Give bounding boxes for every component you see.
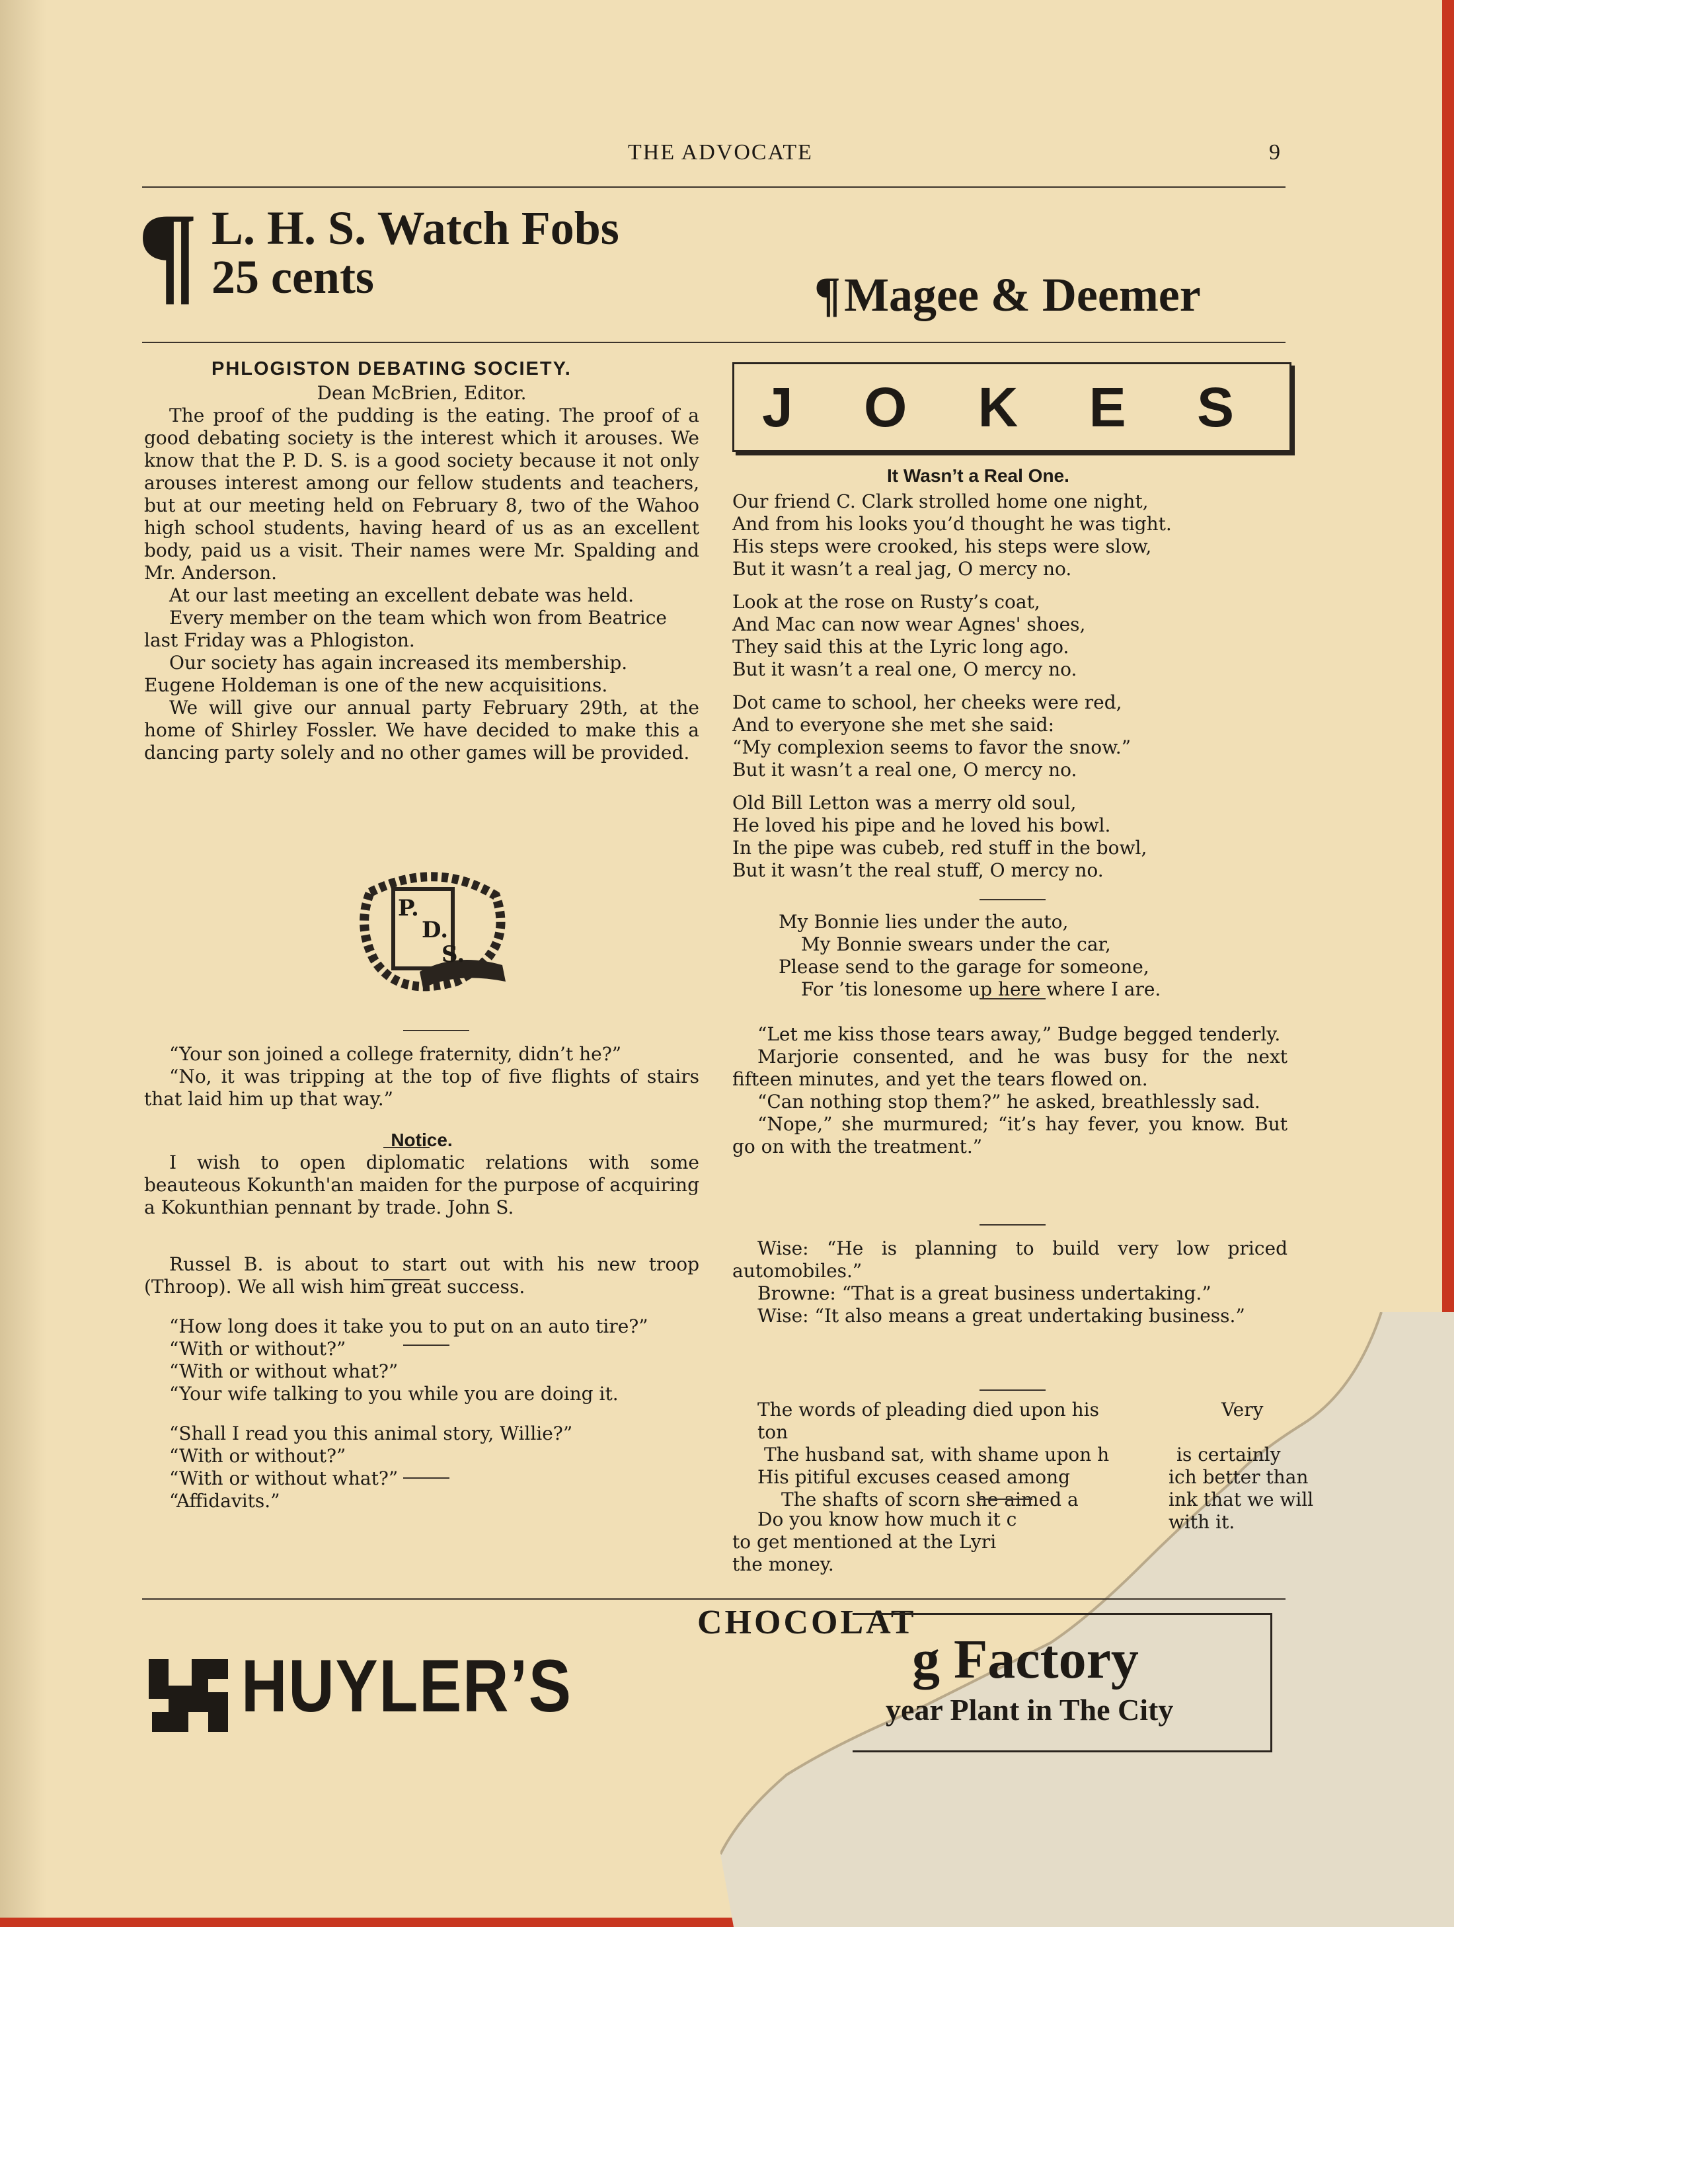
fragment-line: with it. [1169, 1511, 1235, 1533]
poem-stanza [732, 490, 1287, 580]
poem-line: But it wasn’t a real one, O mercy no. [732, 759, 1077, 781]
jokes-header-box [732, 362, 1291, 452]
budge-joke [732, 1023, 1287, 1158]
pleading-line: The shafts of scorn she aimed a [781, 1489, 1079, 1510]
poem-line: Dot came to school, her cheeks were red, [732, 691, 1122, 713]
bonnie-line: My Bonnie swears under the car, [801, 933, 1111, 955]
poem-line: Look at the rose on Rusty’s coat, [732, 591, 1040, 613]
huylers-name: HUYLER’S [241, 1645, 572, 1727]
bonnie-verse [779, 911, 1294, 1001]
joke-line: Wise: “It also means a great undertaking business.” [757, 1305, 1245, 1327]
plant-label: year Plant in The City [886, 1693, 1174, 1727]
joke-line: “Your wife talking to you while you are doing it. [169, 1383, 619, 1405]
joke-line: “Affidavits.” [169, 1490, 280, 1512]
section-rule [979, 1224, 1046, 1226]
poem-line: Our friend C. Clark strolled home one night, [732, 490, 1149, 512]
page-spine [0, 0, 46, 1918]
joke-line: “Your son joined a college fraternity, didn’t he?” [169, 1043, 622, 1065]
magee-deemer-ad [814, 267, 1201, 323]
watch-fobs-ad [211, 204, 619, 301]
poem [732, 490, 1287, 892]
bonnie-line: For ’tis lonesome up here where I are. [801, 978, 1161, 1000]
joke-line: the money. [732, 1553, 834, 1575]
pilcrow-icon: ¶ [814, 268, 841, 322]
poem-title: It Wasn’t a Real One. [887, 465, 1069, 486]
section-rule [403, 1345, 449, 1346]
section-rule [979, 899, 1046, 900]
poem-line: They said this at the Lyric long ago. [732, 636, 1069, 658]
russel-note: Russel B. is about to start out with his new troop (Throop). We all wish him great success. [144, 1253, 699, 1298]
notice-text: I wish to open diplomatic relations with some beauteous Kokunth'an maiden for the purpose of acquiring a Kokunthian pennant by trade. John S. [144, 1151, 699, 1218]
joke-line: “With or without?” [169, 1445, 346, 1467]
pleading-line: His pitiful excuses ceased among [757, 1466, 1071, 1488]
running-title: THE ADVOCATE [628, 140, 813, 165]
joke-line: “With or without?” [169, 1338, 346, 1360]
section-rule [979, 998, 1046, 999]
poem-line: And from his looks you’d thought he was tight. [732, 513, 1172, 535]
joke-line: Do you know how much it c [757, 1508, 1017, 1530]
ads-rule [142, 342, 1286, 343]
section-rule [383, 1147, 430, 1148]
fragment-line: ink that we will [1169, 1489, 1314, 1510]
debating-title: PHLOGISTON DEBATING SOCIETY. [211, 358, 572, 379]
joke-line: “With or without what?” [169, 1467, 399, 1489]
debating-paragraph: We will give our annual party February 29th, at the home of Shirley Fossler. We have decided to make this a dancing party solely and no other games will be provided. [144, 697, 699, 763]
torn-fragments [1169, 1399, 1327, 1534]
debating-paragraph: The proof of the pudding is the eating. The proof of a good debating society is the interest which it arouses. We know that the P. D. S. is a good society because it not only arouses interest among our fellow students and teachers, but at our meeting held on February 8, two of the Wahoo high school students, having heard of us as an excellent body, paid us a visit. Their names were Mr. Spalding and Mr. Anderson. [144, 405, 699, 584]
jokes-title: J O K E S [761, 376, 1262, 438]
poem-line: But it wasn’t a real jag, O mercy no. [732, 558, 1072, 580]
poem-stanza [732, 792, 1287, 882]
emblem-letter-d: D. [422, 917, 449, 943]
joke-line: Marjorie consented, and he was busy for the next fifteen minutes, and yet the tears flowed on. [732, 1046, 1287, 1090]
notice-title: Notice. [391, 1130, 453, 1150]
joke-line: “How long does it take you to put on an auto tire?” [169, 1315, 648, 1337]
joke-line: “No, it was tripping at the top of five flights of stairs that laid him up that way.” [144, 1066, 699, 1110]
footer-rule [142, 1598, 1286, 1600]
poem-line: But it wasn’t the real stuff, O mercy no. [732, 859, 1104, 881]
page-number: 9 [1269, 140, 1280, 165]
poem-line: And Mac can now wear Agnes' shoes, [732, 613, 1086, 635]
section-rule [383, 1279, 430, 1280]
factory-label: g Factory [912, 1629, 1139, 1690]
debating-article [144, 382, 699, 764]
bonnie-line: My Bonnie lies under the auto, [779, 911, 1069, 933]
header-rule [142, 186, 1286, 188]
fragment-line: ich better than [1169, 1466, 1309, 1488]
magee-deemer-name: Magee & Deemer [844, 268, 1201, 321]
section-rule [403, 1477, 449, 1479]
joke-line: Browne: “That is a great business undertaking.” [757, 1282, 1211, 1304]
pleading-line: The words of pleading died upon his ton [757, 1399, 1099, 1443]
poem-stanza [732, 691, 1287, 781]
joke-line: “Shall I read you this animal story, Willie?” [169, 1423, 573, 1444]
poem-line: And to everyone she met she said: [732, 714, 1055, 736]
watch-fobs-title: L. H. S. Watch Fobs [211, 202, 619, 254]
huylers-logo-icon [142, 1653, 235, 1738]
emblem-letter-p: P. [398, 895, 419, 921]
poem-line: His steps were crooked, his steps were slow, [732, 535, 1152, 557]
poem-line: But it wasn’t a real one, O mercy no. [732, 658, 1077, 680]
debating-paragraph: At our last meeting an excellent debate was held. [169, 584, 634, 606]
poem-line: He loved his pipe and he loved his bowl. [732, 814, 1111, 836]
joke-line: “With or without what?” [169, 1360, 399, 1382]
poem-line: In the pipe was cubeb, red stuff in the bowl, [732, 837, 1147, 859]
fragment-line: Very [1221, 1399, 1264, 1421]
emblem-letter-s: S. [442, 941, 465, 968]
joke-line: Wise: “He is planning to build very low priced automobiles.” [732, 1237, 1287, 1282]
bonnie-line: Please send to the garage for someone, [779, 956, 1149, 978]
joke-line: “Let me kiss those tears away,” Budge begged tenderly. [757, 1023, 1281, 1045]
joke-line: “Can nothing stop them?” he asked, breathlessly sad. [757, 1091, 1260, 1112]
joke-line: to get mentioned at the Lyri [732, 1531, 997, 1553]
chocolate-label: CHOCOLAT [697, 1604, 917, 1641]
pilcrow-icon: ¶ [137, 190, 198, 315]
left-jokes [144, 1043, 699, 1512]
pleading-line: The husband sat, with shame upon h [764, 1444, 1110, 1465]
fragment-line: is certainly [1176, 1444, 1281, 1465]
joke-line: “Nope,” she murmured; “it’s hay fever, you know. But go on with the treatment.” [732, 1113, 1287, 1157]
pds-emblem [357, 866, 516, 1005]
section-rule [403, 1030, 469, 1031]
poem-line: Old Bill Letton was a merry old soul, [732, 792, 1077, 814]
debating-paragraph: Every member on the team which won from Beatrice last Friday was a Phlogiston. [144, 607, 667, 651]
debating-paragraph: Our society has again increased its membership. Eugene Holdeman is one of the new acquisitions. [144, 652, 628, 696]
watch-fobs-price: 25 cents [211, 251, 374, 303]
poem-stanza [732, 591, 1287, 681]
poem-line: “My complexion seems to favor the snow.” [732, 736, 1132, 758]
debating-editor: Dean McBrien, Editor. [317, 382, 527, 404]
